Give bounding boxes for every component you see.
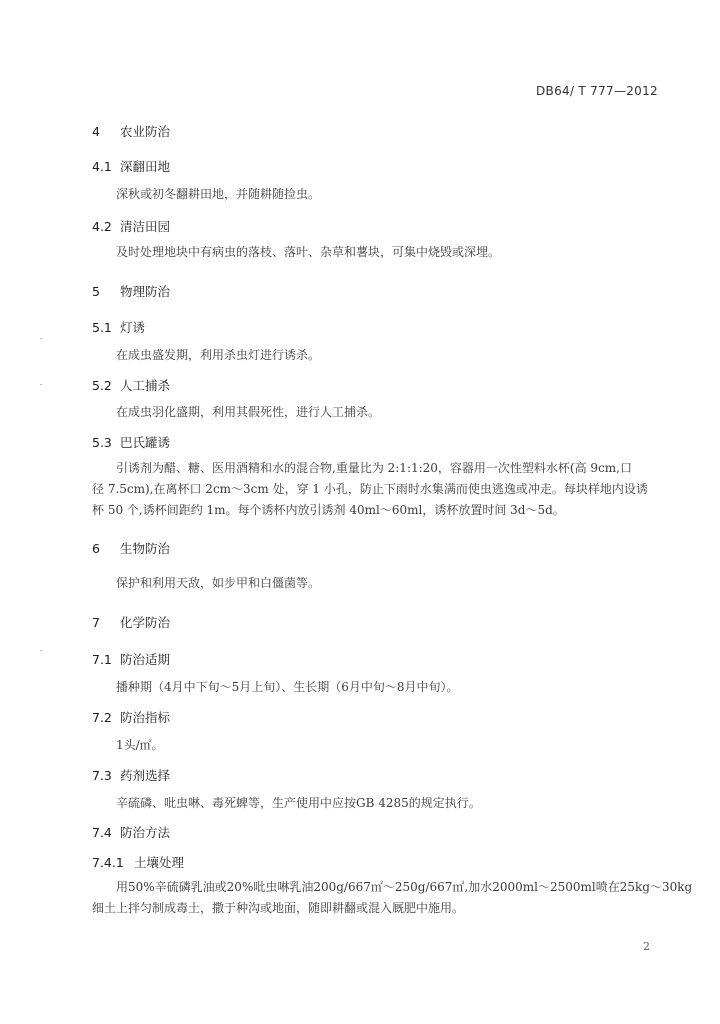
document-code: DB64/ T 777—2012 <box>536 84 658 98</box>
section-5-1-heading <box>92 318 145 336</box>
section-6-text: 保护和利用天敌，如步甲和白僵菌等。 <box>116 576 321 590</box>
section-4-2-heading <box>92 217 170 235</box>
section-number: 4.2 <box>92 219 112 234</box>
scan-speck <box>40 384 42 385</box>
section-7-3-text: 辛硫磷、吡虫啉、毒死蜱等，生产使用中应按GB 4285的规定执行。 <box>116 796 481 810</box>
section-title: 巴氏罐诱 <box>120 435 171 450</box>
paragraph-line: 用50%辛硫磷乳油或20%吡虫啉乳油200g/667㎡～250g/667㎡,加水2000ml～2500ml喷在25kg～30kg <box>116 880 693 894</box>
section-4-2-text: 及时处理地块中有病虫的落枝、落叶、杂草和薯块，可集中烧毁或深埋。 <box>116 245 501 259</box>
scan-speck <box>40 338 42 339</box>
section-title: 防治指标 <box>120 710 171 725</box>
section-5-1-text: 在成虫盛发期，利用杀虫灯进行诱杀。 <box>116 348 321 362</box>
paragraph-line: 细土上拌匀制成毒土，撒于种沟或地面，随即耕翻或混入厩肥中施用。 <box>92 901 465 915</box>
section-7-3-heading <box>92 766 170 784</box>
section-number: 4.1 <box>92 159 112 174</box>
section-number: 7.4 <box>92 825 112 840</box>
section-title: 药剂选择 <box>120 768 171 783</box>
section-title: 清洁田园 <box>120 219 171 234</box>
section-7-4-1-heading <box>92 853 184 871</box>
section-title: 化学防治 <box>120 615 171 630</box>
section-5-2-text: 在成虫羽化盛期，利用其假死性，进行人工捕杀。 <box>116 405 381 419</box>
section-6-heading <box>92 539 170 557</box>
section-title: 防治适期 <box>120 652 171 667</box>
paragraph-line: 径 7.5cm),在离杯口 2cm～3cm 处，穿 1 小孔，防止下雨时水集满而使虫逃逸或冲走。每块样地内设诱 <box>92 482 648 496</box>
section-7-4-heading <box>92 823 170 841</box>
section-7-4-1-paragraph <box>92 877 693 919</box>
section-title: 土壤处理 <box>134 855 185 870</box>
section-7-2-text: 1头/㎡。 <box>116 738 164 752</box>
section-title: 生物防治 <box>120 541 171 556</box>
section-number: 7.2 <box>92 710 112 725</box>
page-number: 2 <box>643 940 650 953</box>
section-number: 6 <box>92 541 100 556</box>
section-number: 5.2 <box>92 378 112 393</box>
section-title: 灯诱 <box>120 320 146 335</box>
section-5-3-paragraph <box>92 458 660 521</box>
section-title: 防治方法 <box>120 825 171 840</box>
section-7-1-text: 播种期（4月中下旬～5月上旬）、生长期（6月中旬～8月中旬）。 <box>116 680 459 694</box>
section-5-2-heading <box>92 376 170 394</box>
section-number: 7.4.1 <box>92 855 124 870</box>
section-4-1-heading <box>92 157 170 175</box>
section-number: 7.3 <box>92 768 112 783</box>
section-7-2-heading <box>92 708 170 726</box>
section-number: 5 <box>92 284 100 299</box>
section-number: 5.1 <box>92 320 112 335</box>
scan-speck <box>40 650 42 651</box>
section-number: 7.1 <box>92 652 112 667</box>
section-number: 5.3 <box>92 435 112 450</box>
section-4-heading <box>92 122 170 140</box>
paragraph-line: 引诱剂为醋、糖、医用酒精和水的混合物,重量比为 2:1:1:20，容器用一次性塑料水杯(高 9cm,口 <box>116 461 632 475</box>
section-5-3-heading <box>92 433 170 451</box>
section-title: 农业防治 <box>120 124 171 139</box>
section-title: 深翻田地 <box>120 159 171 174</box>
section-5-heading <box>92 282 170 300</box>
section-7-1-heading <box>92 650 170 668</box>
section-7-heading <box>92 613 170 631</box>
paragraph-line: 杯 50 个,诱杯间距约 1m。每个诱杯内放引诱剂 40ml～60ml，诱杯放置时间 3d～5d。 <box>92 503 565 517</box>
section-number: 7 <box>92 615 100 630</box>
section-4-1-text: 深秋或初冬翻耕田地，并随耕随捡虫。 <box>116 187 321 201</box>
section-title: 人工捕杀 <box>120 378 171 393</box>
section-title: 物理防治 <box>120 284 171 299</box>
section-number: 4 <box>92 124 100 139</box>
